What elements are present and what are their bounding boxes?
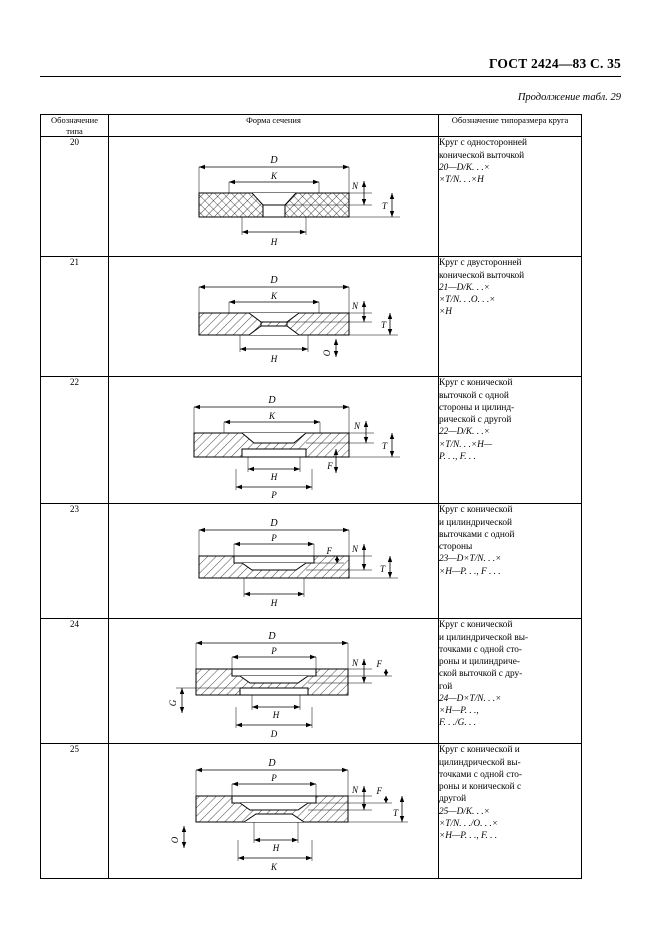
- row-description-25: [439, 744, 582, 879]
- svg-text:D: D: [267, 631, 276, 643]
- desc-line: выточкой с одной: [439, 390, 509, 401]
- svg-text:O: O: [321, 350, 332, 357]
- desc-line: Круг с двусторонней: [439, 258, 522, 269]
- row-type-21: 21: [41, 257, 109, 377]
- svg-text:H: H: [270, 237, 277, 248]
- column-header-shape: Форма сечения: [109, 115, 439, 137]
- desc-line: цилиндрической вы-: [439, 757, 521, 768]
- row-description-24: [439, 619, 582, 744]
- svg-text:T: T: [379, 564, 385, 575]
- svg-text:K: K: [268, 411, 275, 422]
- table-continuation-note: Продолжение табл. 29: [517, 92, 621, 103]
- table-header-row: [41, 115, 582, 137]
- svg-text:P: P: [270, 533, 277, 544]
- row-description-20: [439, 137, 582, 257]
- desc-line: Круг с конической и: [439, 745, 520, 756]
- row-description-22: [439, 377, 582, 504]
- desc-line: ×T/N. . .×H—: [439, 439, 493, 450]
- desc-line: и цилиндрической: [439, 517, 513, 528]
- svg-text:T: T: [380, 320, 386, 331]
- row-description-21: [439, 257, 582, 377]
- svg-text:O: O: [169, 837, 180, 844]
- desc-line: роны и цилиндриче-: [439, 657, 520, 668]
- row-figure-23: [109, 504, 439, 619]
- table-row: [41, 619, 582, 744]
- row-figure-25: [109, 744, 439, 879]
- svg-text:D: D: [269, 518, 278, 530]
- svg-text:H: H: [270, 472, 277, 483]
- table-row: [41, 744, 582, 879]
- svg-text:T: T: [392, 808, 398, 819]
- svg-text:D: D: [269, 155, 278, 167]
- row-figure-22: [109, 377, 439, 504]
- row-type-23: 23: [41, 504, 109, 619]
- row-figure-24: [109, 619, 439, 744]
- desc-line: ×H—P. . .,: [439, 706, 479, 717]
- svg-text:T: T: [381, 201, 387, 212]
- svg-text:F: F: [326, 461, 333, 472]
- desc-line: гой: [439, 681, 453, 692]
- svg-text:N: N: [351, 785, 358, 796]
- types-table: [40, 114, 582, 879]
- desc-line: и цилиндрической вы-: [439, 632, 529, 643]
- desc-line: конической выточкой: [439, 150, 525, 161]
- desc-line: стороны и цилинд-: [439, 402, 515, 413]
- section-drawing-21: [124, 257, 424, 375]
- svg-text:D: D: [267, 395, 276, 407]
- desc-line: F. . ./G. . .: [439, 718, 477, 729]
- svg-text:G: G: [167, 700, 178, 707]
- row-type-25: 25: [41, 744, 109, 879]
- svg-text:N: N: [351, 658, 358, 669]
- svg-text:P: P: [270, 773, 277, 784]
- table-row: [41, 137, 582, 257]
- row-type-24: 24: [41, 619, 109, 744]
- svg-text:K: K: [270, 171, 277, 182]
- svg-text:K: K: [270, 862, 277, 873]
- section-drawing-22: [124, 377, 424, 502]
- desc-line: 24—D×T/N. . .×: [439, 693, 502, 704]
- svg-text:D: D: [267, 758, 276, 770]
- svg-text:H: H: [270, 598, 277, 609]
- column-header-type: [41, 115, 109, 137]
- desc-line: 22—D/K. . .×: [439, 427, 490, 438]
- svg-text:P: P: [270, 646, 277, 657]
- desc-line: Круг с односторонней: [439, 138, 527, 149]
- svg-text:H: H: [270, 354, 277, 365]
- row-type-20: 20: [41, 137, 109, 257]
- header-rule: [40, 76, 621, 77]
- svg-text:N: N: [351, 301, 358, 312]
- desc-line: ×T/N. . ./O. . .×: [439, 818, 499, 829]
- section-drawing-23: [124, 504, 424, 617]
- svg-text:N: N: [351, 544, 358, 555]
- desc-line: ской выточкой с дру-: [439, 669, 523, 680]
- desc-line: выточками с одной: [439, 529, 515, 540]
- column-header-type-line1: Обозначение: [51, 115, 98, 125]
- section-drawing-25: [124, 744, 424, 877]
- row-figure-21: [109, 257, 439, 377]
- section-drawing-20: [124, 137, 424, 255]
- svg-text:K: K: [270, 291, 277, 302]
- svg-text:D: D: [269, 275, 278, 287]
- desc-line: ×T/N. . .O. . .×: [439, 295, 496, 306]
- svg-text:N: N: [351, 181, 358, 192]
- desc-line: конической выточкой: [439, 270, 525, 281]
- svg-text:F: F: [376, 786, 382, 797]
- svg-text:H: H: [272, 843, 279, 854]
- desc-line: Круг с конической: [439, 505, 513, 516]
- svg-text:F: F: [326, 546, 332, 557]
- desc-line: ×H—P. . ., F. . .: [439, 831, 498, 842]
- svg-text:N: N: [353, 421, 360, 432]
- column-header-type-line2: типа: [66, 125, 83, 136]
- page-header: ГОСТ 2424—83 С. 35: [488, 56, 621, 71]
- row-description-23: [439, 504, 582, 619]
- desc-line: стороны: [439, 542, 473, 553]
- column-header-designation: Обозначение типоразмера круга: [439, 115, 582, 137]
- svg-text:D: D: [270, 729, 277, 740]
- desc-line: 23—D×T/N. . .×: [439, 554, 502, 565]
- desc-line: ×T/N. . .×H: [439, 175, 484, 186]
- desc-line: точками с одной сто-: [439, 644, 523, 655]
- table-row: [41, 504, 582, 619]
- desc-line: другой: [439, 794, 467, 805]
- row-figure-20: [109, 137, 439, 257]
- desc-line: P. . ., F. . .: [439, 451, 476, 462]
- svg-text:H: H: [272, 710, 279, 721]
- svg-text:F: F: [376, 659, 382, 670]
- section-drawing-24: [124, 619, 424, 742]
- row-type-22: 22: [41, 377, 109, 504]
- table-row: [41, 257, 582, 377]
- desc-line: ×H: [439, 307, 452, 318]
- desc-line: точками с одной сто-: [439, 769, 523, 780]
- svg-text:P: P: [270, 490, 277, 501]
- desc-line: 20—D/K. . .×: [439, 162, 490, 173]
- desc-line: рической с другой: [439, 415, 512, 426]
- desc-line: Круг с конической: [439, 378, 513, 389]
- desc-line: Круг с конической: [439, 620, 513, 631]
- desc-line: роны и конической с: [439, 782, 522, 793]
- desc-line: ×H—P. . ., F . . .: [439, 566, 501, 577]
- table-row: [41, 377, 582, 504]
- svg-text:T: T: [381, 441, 387, 452]
- desc-line: 21—D/K. . .×: [439, 282, 490, 293]
- desc-line: 25—D/K. . .×: [439, 806, 490, 817]
